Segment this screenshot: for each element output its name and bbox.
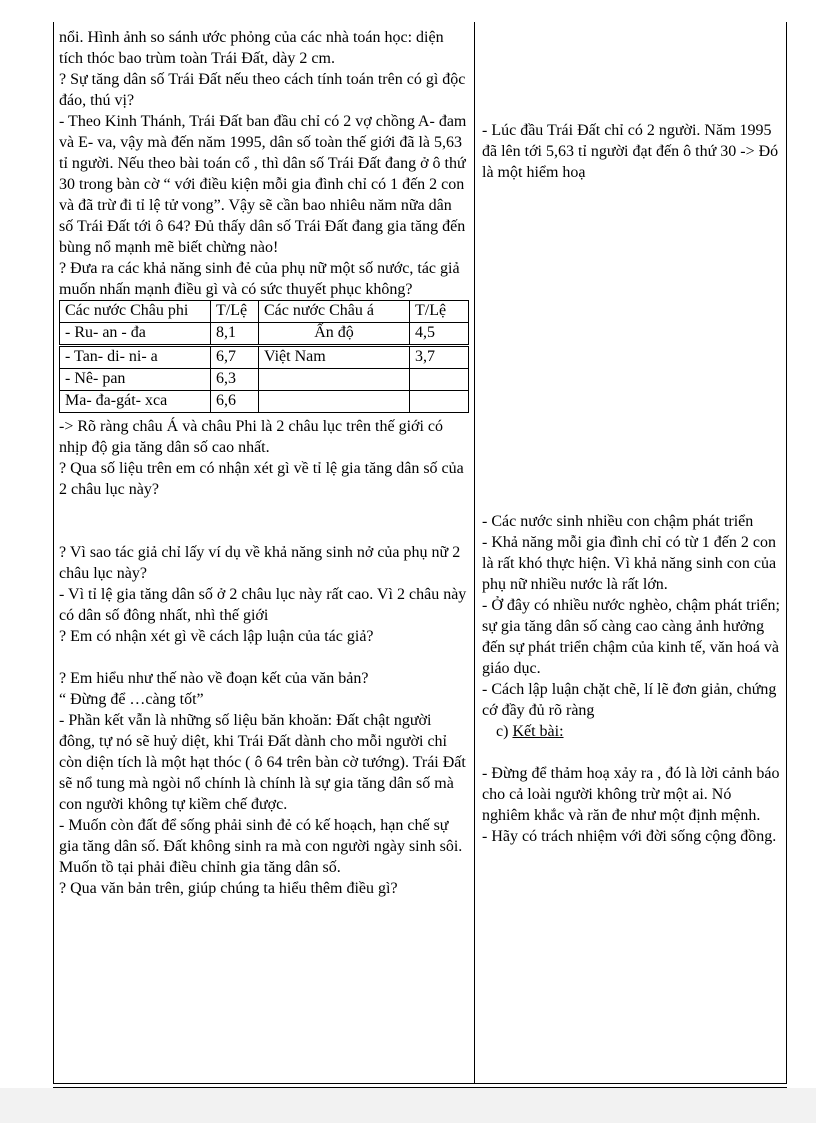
- table-cell: [259, 369, 410, 391]
- table-header: Các nước Châu phi: [60, 301, 211, 323]
- table-cell: 6,6: [211, 391, 259, 413]
- table-row: [60, 369, 469, 391]
- left-paragraph: - Theo Kinh Thánh, Trái Đất ban đầu chỉ có 2 vợ chồng A- đam và E- va, vậy mà đến năm 1995, dân số toàn thế giới đã là 5,63 tỉ người. Nếu theo bài toán cổ , thì dân số Trái Đất đang ở ô thứ 30 trong bàn cờ “ với điều kiện mỗi gia đình chỉ có 1 đến 2 con và đã trừ đi tỉ lệ tử vong”. Vậy sẽ cần bao nhiêu năm nữa dân số Trái Đất tới ô 64? Đủ thấy dân số Trái Đất đang gia tăng đến bùng nổ mạnh mẽ biết chừng nào!: [59, 113, 467, 256]
- table-header: T/Lệ: [211, 301, 259, 323]
- right-answer: - Cách lập luận chặt chẽ, lí lẽ đơn giản, chứng cớ đầy đủ rõ ràng: [482, 681, 777, 719]
- lesson-table: [53, 22, 787, 1084]
- birth-rate-table: [59, 300, 469, 413]
- table-row: [60, 323, 469, 346]
- section-heading: [482, 721, 782, 742]
- right-answer: - Hãy có trách nhiệm với đời sống cộng đồng.: [482, 828, 777, 845]
- spacer: [482, 742, 782, 763]
- table-cell: 4,5: [410, 323, 469, 346]
- table-cell: [259, 391, 410, 413]
- left-question: ? Qua số liệu trên em có nhận xét gì về tỉ lệ gia tăng dân số của 2 châu lục này?: [59, 460, 464, 498]
- left-question: ? Đưa ra các khả năng sinh đẻ của phụ nữ một số nước, tác giả muốn nhấn mạnh điều gì và có sức thuyết phục không?: [59, 260, 460, 298]
- left-paragraph: -> Rõ ràng châu Á và châu Phi là 2 châu lục trên thế giới có nhịp độ gia tăng dân số cao nhất.: [59, 418, 444, 456]
- left-paragraph: - Muốn còn đất để sống phải sinh đẻ có kế hoạch, hạn chế sự gia tăng dân số. Đất không sinh ra mà con người ngày sinh sôi. Muốn tồ tại phải điều chỉnh gia tăng dân số.: [59, 817, 463, 876]
- column-divider: [474, 22, 475, 1083]
- left-question: ? Em hiểu như thế nào về đoạn kết của văn bản?: [59, 670, 369, 687]
- left-question: ? Sự tăng dân số Trái Đất nếu theo cách tính toán trên có gì độc đáo, thú vị?: [59, 71, 466, 109]
- right-answer: - Lúc đầu Trái Đất chỉ có 2 người. Năm 1995 đã lên tới 5,63 tỉ người đạt đến ô thứ 30 -> Đó là một hiểm hoạ: [482, 122, 779, 181]
- table-cell: - Ru- an - đa: [60, 323, 211, 346]
- right-answer-block: [482, 511, 782, 847]
- table-header: Các nước Châu á: [259, 301, 410, 323]
- table-row: [60, 391, 469, 413]
- table-row: [60, 346, 469, 369]
- table-cell: 3,7: [410, 346, 469, 369]
- left-paragraph: - Phần kết vẫn là những số liệu băn khoăn: Đất chật người đông, tự nó sẽ huỷ diệt, khi Trái Đất dành cho mỗi người chỉ còn diện tích là một hạt thóc ( ô 64 trên bàn cờ tướng). Trái Đất sẽ nổ tung mà ngòi nổ chính là chính là sự gia tăng dân số mà con người không tự kiềm chế được.: [59, 712, 466, 813]
- table-cell: 6,3: [211, 369, 259, 391]
- left-column: [59, 27, 469, 899]
- table-cell: 8,1: [211, 323, 259, 346]
- section-title: Kết bài:: [512, 723, 564, 740]
- table-cell: Việt Nam: [259, 346, 410, 369]
- left-quote: “ Đừng để …càng tốt”: [59, 691, 204, 708]
- left-paragraph: nổi. Hình ảnh so sánh ước phỏng của các nhà toán học: diện tích thóc bao trùm toàn Trái Đất, dày 2 cm.: [59, 29, 444, 67]
- table-cell: 6,7: [211, 346, 259, 369]
- left-paragraph: - Vì tỉ lệ gia tăng dân số ở 2 châu lục này rất cao. Vì 2 châu này có dân số đông nhất, nhì thế giới: [59, 586, 467, 624]
- page-footer-strip: [0, 1088, 816, 1123]
- table-cell: - Nê- pan: [60, 369, 211, 391]
- table-header-row: [60, 301, 469, 323]
- left-question: ? Vì sao tác giả chỉ lấy ví dụ về khả năng sinh nở của phụ nữ 2 châu lục này?: [59, 544, 461, 582]
- table-cell: - Tan- di- ni- a: [60, 346, 211, 369]
- spacer: [59, 500, 469, 542]
- left-question: ? Qua văn bản trên, giúp chúng ta hiểu thêm điều gì?: [59, 880, 398, 897]
- table-cell: [410, 391, 469, 413]
- right-answer: - Khả năng mỗi gia đình chỉ có từ 1 đến 2 con là rất khó thực hiện. Vì khả năng sinh con của phụ nữ nhiều nước là rất lớn.: [482, 534, 777, 593]
- section-prefix: c): [496, 723, 513, 740]
- table-cell: [410, 369, 469, 391]
- left-question: ? Em có nhận xét gì về cách lập luận của tác giả?: [59, 628, 374, 645]
- table-cell: Ấn độ: [259, 323, 410, 346]
- right-answer: - Đừng để thảm hoạ xảy ra , đó là lời cảnh báo cho cả loài người không trừ một ai. Nó nghiêm khắc và răn đe như một định mệnh.: [482, 765, 780, 824]
- table-cell: Ma- đa-gát- xca: [60, 391, 211, 413]
- right-answer: - Ở đây có nhiều nước nghèo, chậm phát triển; sự gia tăng dân số càng cao càng ảnh hưởng đến sự phát triển chậm của kinh tế, văn hoá và giáo dục.: [482, 597, 780, 677]
- right-answer: - Các nước sinh nhiều con chậm phát triển: [482, 513, 754, 530]
- spacer: [59, 647, 469, 668]
- table-header: T/Lệ: [410, 301, 469, 323]
